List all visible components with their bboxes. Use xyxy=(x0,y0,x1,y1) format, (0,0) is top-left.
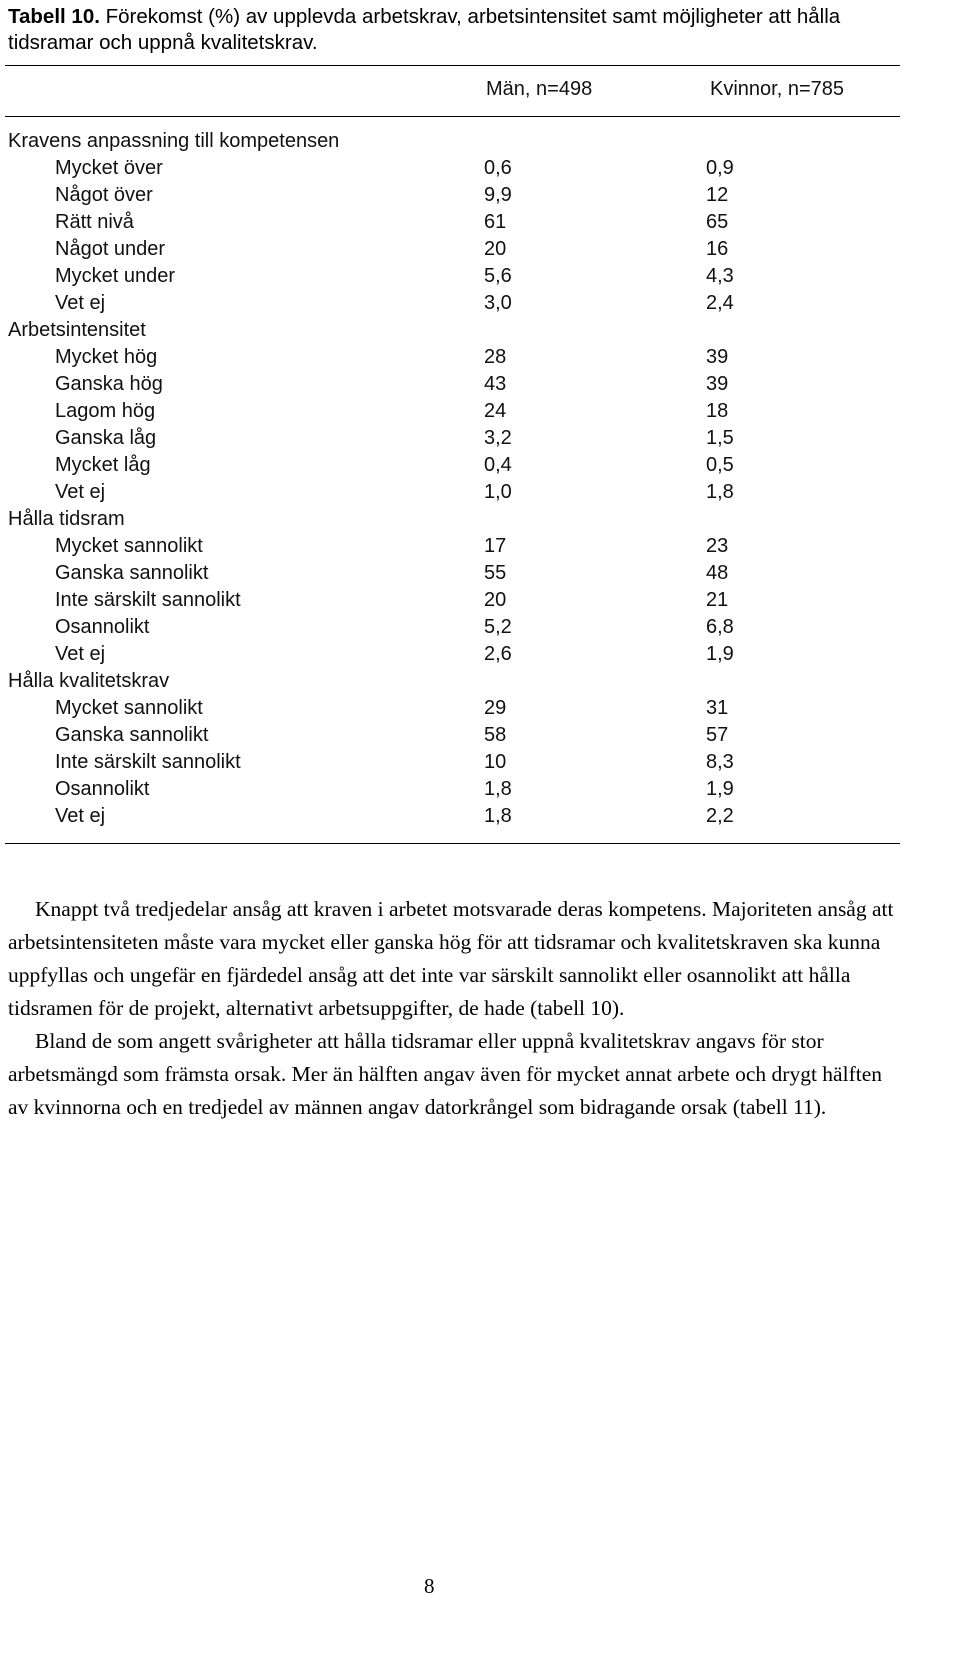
table-row xyxy=(0,614,960,641)
row-label: Lagom hög xyxy=(55,400,156,422)
cell-women: 39 xyxy=(706,346,729,368)
table-row xyxy=(0,452,960,479)
cell-men: 2,6 xyxy=(484,643,512,665)
table-row xyxy=(0,722,960,749)
cell-men: 24 xyxy=(484,400,507,422)
cell-women: 4,3 xyxy=(706,265,734,287)
row-label: Ganska låg xyxy=(55,427,157,449)
column-header-women: Kvinnor, n=785 xyxy=(710,78,844,100)
cell-men: 29 xyxy=(484,697,507,719)
cell-men: 0,4 xyxy=(484,454,512,476)
row-label: Ganska sannolikt xyxy=(55,562,209,584)
cell-men: 55 xyxy=(484,562,507,584)
table-row xyxy=(0,695,960,722)
cell-women: 23 xyxy=(706,535,729,557)
cell-men: 58 xyxy=(484,724,507,746)
cell-women: 12 xyxy=(706,184,729,206)
table-section-row xyxy=(0,128,960,155)
row-label: Ganska sannolikt xyxy=(55,724,209,746)
table-row xyxy=(0,641,960,668)
table-row xyxy=(0,290,960,317)
row-label: Inte särskilt sannolikt xyxy=(55,589,241,611)
row-label: Mycket låg xyxy=(55,454,151,476)
cell-women: 65 xyxy=(706,211,729,233)
table-row xyxy=(0,344,960,371)
row-label: Inte särskilt sannolikt xyxy=(55,751,241,773)
cell-women: 2,4 xyxy=(706,292,734,314)
row-label: Vet ej xyxy=(55,643,106,665)
cell-women: 1,5 xyxy=(706,427,734,449)
paragraph: Bland de som angett svårigheter att hålla tidsramar eller uppnå kvalitetskrav angavs för stor arbetsmängd som främsta orsak. Mer än hälften angav även för mycket annat arbete och drygt hälften av kvinnorna och en tredjedel av männen angav datorkrångel som bidragande orsak (tabell 11). xyxy=(8,1029,882,1119)
cell-men: 5,2 xyxy=(484,616,512,638)
table-row xyxy=(0,587,960,614)
page-number: 8 xyxy=(424,1574,435,1598)
table-caption xyxy=(8,4,908,56)
table-row xyxy=(0,749,960,776)
row-label: Mycket sannolikt xyxy=(55,535,203,557)
cell-women: 18 xyxy=(706,400,729,422)
cell-women: 21 xyxy=(706,589,729,611)
cell-women: 6,8 xyxy=(706,616,734,638)
cell-women: 31 xyxy=(706,697,729,719)
cell-men: 20 xyxy=(484,238,507,260)
cell-men: 1,0 xyxy=(484,481,512,503)
row-label: Något under xyxy=(55,238,166,260)
table-top-rule xyxy=(5,65,900,66)
cell-men: 28 xyxy=(484,346,507,368)
cell-women: 1,8 xyxy=(706,481,734,503)
row-label: Osannolikt xyxy=(55,778,150,800)
cell-women: 48 xyxy=(706,562,729,584)
section-label: Kravens anpassning till kompetensen xyxy=(8,130,340,152)
table-row xyxy=(0,479,960,506)
column-header-men: Män, n=498 xyxy=(486,78,593,100)
cell-women: 1,9 xyxy=(706,643,734,665)
table-row xyxy=(0,398,960,425)
cell-women: 39 xyxy=(706,373,729,395)
table-row xyxy=(0,776,960,803)
table-bottom-rule xyxy=(5,843,900,844)
row-label: Rätt nivå xyxy=(55,211,134,233)
cell-men: 3,0 xyxy=(484,292,512,314)
table-row xyxy=(0,533,960,560)
section-label: Hålla kvalitetskrav xyxy=(8,670,170,692)
row-label: Mycket över xyxy=(55,157,163,179)
row-label: Ganska hög xyxy=(55,373,163,395)
row-label: Vet ej xyxy=(55,481,106,503)
cell-women: 1,9 xyxy=(706,778,734,800)
cell-women: 8,3 xyxy=(706,751,734,773)
row-label: Mycket under xyxy=(55,265,176,287)
table-row xyxy=(0,182,960,209)
table-header-rule xyxy=(5,116,900,117)
row-label: Något över xyxy=(55,184,153,206)
table-section-row xyxy=(0,668,960,695)
cell-men: 1,8 xyxy=(484,805,512,827)
table-section-row xyxy=(0,506,960,533)
cell-men: 17 xyxy=(484,535,507,557)
row-label: Vet ej xyxy=(55,805,106,827)
table-body xyxy=(0,128,960,830)
row-label: Vet ej xyxy=(55,292,106,314)
table-row xyxy=(0,425,960,452)
cell-men: 3,2 xyxy=(484,427,512,449)
table-row xyxy=(0,209,960,236)
cell-women: 57 xyxy=(706,724,729,746)
table-row xyxy=(0,803,960,830)
cell-men: 10 xyxy=(484,751,507,773)
cell-men: 43 xyxy=(484,373,507,395)
cell-men: 9,9 xyxy=(484,184,512,206)
cell-women: 0,5 xyxy=(706,454,734,476)
table-caption-text: Förekomst (%) av upplevda arbetskrav, arbetsintensitet samt möjligheter att hålla tidsramar och uppnå kvalitetskrav. xyxy=(8,5,841,54)
table-row xyxy=(0,155,960,182)
table-caption-label: Tabell 10. xyxy=(8,5,100,28)
table-row xyxy=(0,263,960,290)
cell-men: 1,8 xyxy=(484,778,512,800)
cell-men: 20 xyxy=(484,589,507,611)
cell-women: 0,9 xyxy=(706,157,734,179)
table-section-row xyxy=(0,317,960,344)
cell-men: 5,6 xyxy=(484,265,512,287)
paragraph: Knappt två tredjedelar ansåg att kraven i arbetet motsvarade deras kompetens. Majoriteten ansåg att arbetsintensiteten måste vara mycket eller ganska hög för att tidsramar och kvalitetskraven ska kunna uppfyllas och ungefär en fjärdedel ansåg att det inte var särskilt sannolikt eller osannolikt att hålla tidsramen för de projekt, alternativt arbetsuppgifter, de hade (tabell 10). xyxy=(8,897,894,1020)
table-row xyxy=(0,371,960,398)
row-label: Mycket hög xyxy=(55,346,158,368)
body-text xyxy=(8,893,900,1124)
cell-women: 16 xyxy=(706,238,729,260)
row-label: Mycket sannolikt xyxy=(55,697,203,719)
section-label: Hålla tidsram xyxy=(8,508,125,530)
cell-men: 0,6 xyxy=(484,157,512,179)
table-row xyxy=(0,236,960,263)
section-label: Arbetsintensitet xyxy=(8,319,146,341)
table-row xyxy=(0,560,960,587)
cell-women: 2,2 xyxy=(706,805,734,827)
cell-men: 61 xyxy=(484,211,507,233)
row-label: Osannolikt xyxy=(55,616,150,638)
